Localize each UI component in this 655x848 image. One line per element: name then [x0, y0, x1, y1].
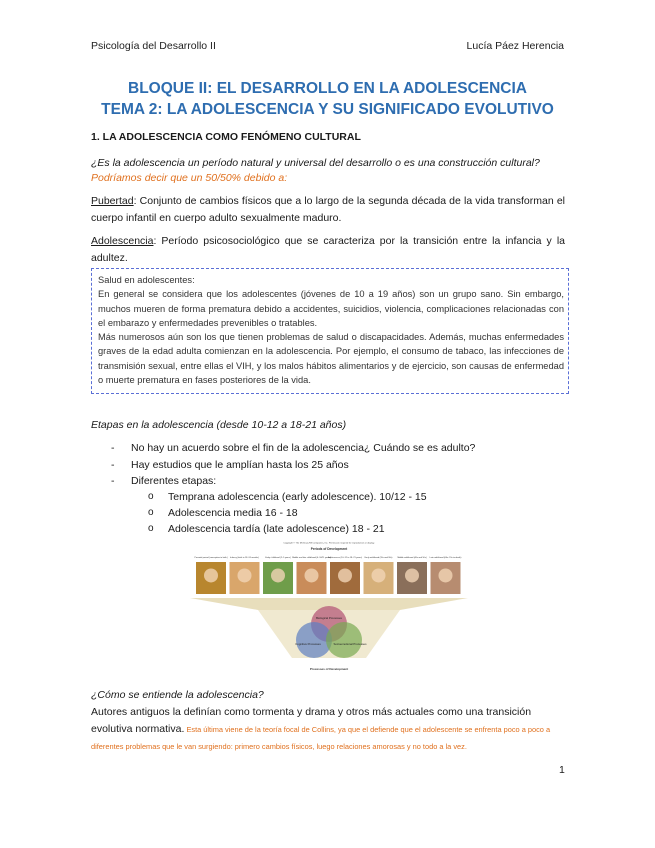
block-title: BLOQUE II: EL DESARROLLO EN LA ADOLESCENCIA [128, 80, 527, 97]
figure-bottom-label: Processes of Development [309, 667, 349, 671]
period-photo-face [338, 568, 352, 582]
development-periods-figure [188, 540, 470, 674]
period-photo-face [204, 568, 218, 582]
section2-question: ¿Cómo se entiende la adolescencia? [91, 689, 264, 701]
figure-top-label: Periods of Development [310, 547, 348, 551]
biological-label: Biological Processes [316, 616, 342, 620]
adolescencia-paragraph [91, 233, 565, 266]
period-photo-face [271, 568, 285, 582]
period-label: Early adulthood (20s and 30s) [364, 557, 393, 559]
list-item: - Diferentes etapas: [111, 473, 475, 490]
pubertad-paragraph [91, 193, 565, 226]
period-photo-face [305, 568, 319, 582]
health-box-title: Salud en adolescentes: [98, 275, 195, 285]
etapas-list [111, 440, 475, 490]
period-label: Prenatal period (conception to birth) [194, 557, 228, 559]
period-photo-face [238, 568, 252, 582]
period-label: Late adulthood (60s–70s to death) [429, 557, 462, 559]
period-photo-face [439, 568, 453, 582]
adolescencia-definition: : Período psicosociológico que se caracteriza por la transición entre la infancia y la adultez. [91, 235, 565, 264]
stage-item: o Adolescencia media 16 - 18 [148, 505, 427, 521]
period-label: Infancy (birth to 18–24 months) [230, 557, 259, 559]
period-photo-face [372, 568, 386, 582]
header-author: Lucía Páez Herencia [466, 40, 564, 52]
stages-list [148, 489, 427, 537]
cognitive-label: Cognitive Processes [295, 642, 321, 646]
section2-text: Autores antiguos la definían como tormenta y drama y otros más actuales como una transición evolutiva normativa. [91, 706, 532, 735]
stage-item: o Temprana adolescencia (early adolescence). 10/12 - 15 [148, 489, 427, 505]
etapas-heading: Etapas en la adolescencia (desde 10-12 a 18-21 años) [91, 419, 347, 431]
health-box [91, 268, 569, 394]
health-box-paragraph-1: En general se considera que los adolescentes (jóvenes de 10 a 19 años) son un grupo sano. Sin embargo, muchos mueren de forma prematura debido a accidentes, suicidios, violencia, complicaciones relacionadas con el embarazo y enfermedades prevenibles o tratables. [98, 289, 564, 328]
figure-copyright: Copyright © The McGraw-Hill Companies, Inc. Permission required for reproduction or display. [283, 542, 375, 545]
page-number: 1 [559, 764, 565, 776]
socioemotional-circle [326, 622, 362, 658]
period-label: Middle adulthood (40s and 50s) [397, 557, 427, 559]
pubertad-definition: : Conjunto de cambios físicos que a lo largo de la segunda década de la vida transforman el cuerpo infantil en cuerpo adulto sexualmente maduro. [91, 195, 565, 224]
section2-paragraph [91, 704, 565, 755]
section-heading: 1. LA ADOLESCENCIA COMO FENÓMENO CULTURAL [91, 131, 361, 143]
pubertad-term: Pubertad [91, 195, 134, 207]
period-label: Adolescence (10–12 to 18–21 years) [328, 557, 362, 559]
list-item: - Hay estudios que le amplían hasta los 25 años [111, 457, 475, 474]
period-label: Middle and late childhood (6–10/11 years) [292, 557, 331, 559]
topic-title: TEMA 2: LA ADOLESCENCIA Y SU SIGNIFICADO EVOLUTIVO [101, 101, 554, 118]
intro-question [91, 156, 565, 186]
question-text: ¿Es la adolescencia un período natural y universal del desarrollo o es una construcción cultural? [91, 157, 540, 169]
period-label: Early childhood (2–5 years) [265, 557, 291, 559]
list-item: - No hay un acuerdo sobre el fin de la adolescencia¿ Cuándo se es adulto? [111, 440, 475, 457]
socioemotional-label: Socioemotional Processes [333, 642, 367, 646]
answer-text: Podríamos decir que un 50/50% debido a: [91, 172, 288, 184]
adolescencia-term: Adolescencia [91, 235, 154, 247]
period-columns [194, 556, 461, 594]
section2-note: Esta última viene de la teoría focal de Collins, ya que el defiende que el adolescente se enfrenta poco a poco a diferentes problemas que le van surgiendo: primero cambios físicos, luego relaciones amorosas y no todo a la vez. [91, 725, 551, 751]
header-course: Psicología del Desarrollo II [91, 40, 216, 52]
health-box-paragraph-2: Más numerosos aún son los que tienen problemas de salud o discapacidades. Además, muchas enfermedades graves de la edad adulta comienzan en la adolescencia. Por ejemplo, el consumo de tabaco, las infecciones de transmisión sexual, entre ellas el VIH, y los malos hábitos alimentarios y de ejercicio, son causas de enfermedad o muerte prematura en fases posteriores de la vida. [98, 332, 564, 386]
period-photo-face [405, 568, 419, 582]
stage-item: o Adolescencia tardía (late adolescence) 18 - 21 [148, 521, 427, 537]
